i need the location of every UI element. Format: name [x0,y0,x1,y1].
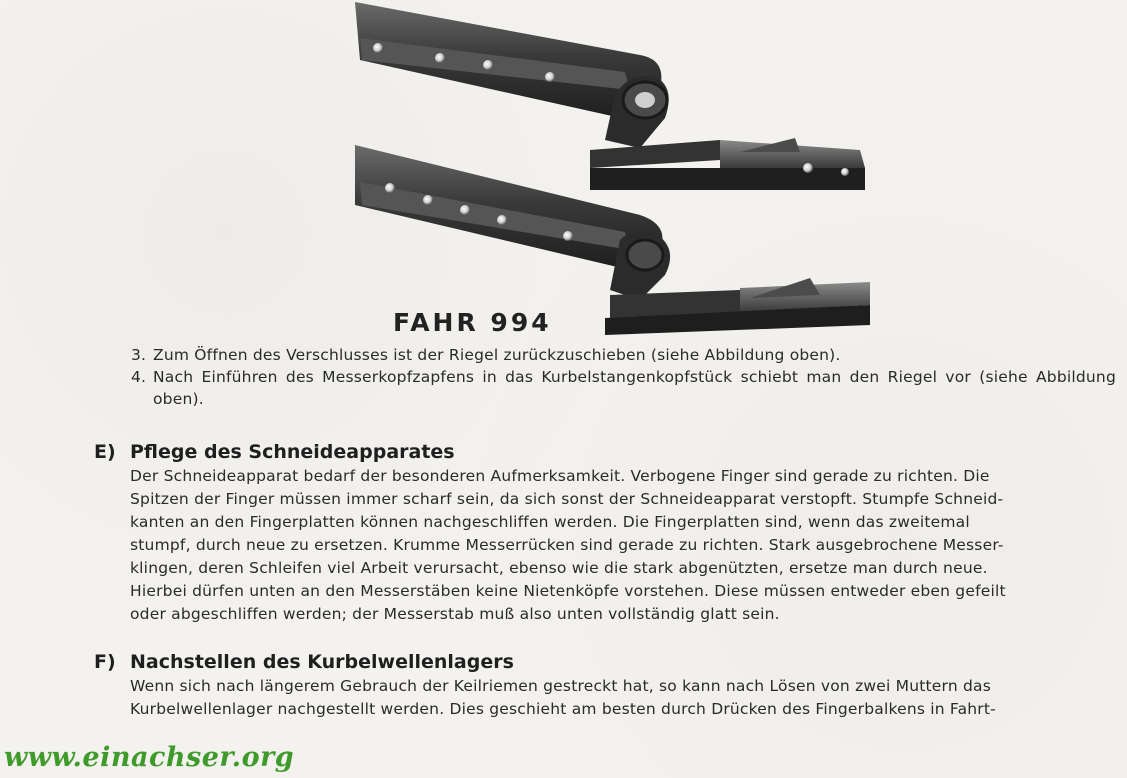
figure-caption: FAHR 994 [393,308,552,337]
section-heading [94,439,1124,465]
instruction-list [131,344,1116,410]
section-title: Pflege des Schneideapparates [130,441,455,463]
knife-coupling-illustration [340,0,880,340]
section-body: Der Schneideapparat bedarf der besonderen Aufmerksamkeit. Verbogene Finger sind gerade zu richten. Die Spitzen der Finger müssen immer scharf sein, da sich sonst der Schneideapparat verstopft. Stumpfe Schneid- kanten an den Fingerplatten können nachgeschliffen werden. Die Fingerplatten sind, wenn das zweitemal stumpf, durch neue zu ersetzen. Krumme Messerrücken sind gerade zu richten. Stark ausgebrochene Messer- klingen, deren Schleifen viel Arbeit verursacht, ebenso wie die stark abgenützten, ersetze man durch neue. Hierbei dürfen unten an den Messerstäben keine Nietenköpfe vorstehen. Diese müssen entweder eben gefeilt oder abgeschliffen werden; der Messerstab muß also unten vollständig glatt sein. [130,467,1006,623]
list-item-number: 4. [131,368,147,386]
list-item [131,344,1116,366]
website-watermark: www.einachser.org [4,742,295,773]
section-heading [94,649,1124,675]
section-body: Wenn sich nach längerem Gebrauch der Keilriemen gestreckt hat, so kann nach Lösen von zwei Muttern das Kurbelwellenlager nachgestellt werden. Dies geschieht am besten durch Drücken des Fingerbalkens in Fahrt- [130,677,996,718]
section-title: Nachstellen des Kurbelwellenlagers [130,651,514,673]
section-e [94,439,1124,626]
section-letter: F) [94,651,116,673]
section-f [94,649,1124,721]
list-item-number: 3. [131,346,147,364]
list-item [131,366,1116,410]
upper-coupling [355,0,880,190]
section-letter: E) [94,441,116,463]
list-item-text: Zum Öffnen des Verschlusses ist der Riegel zurückzuschieben (siehe Abbildung oben). [153,346,841,364]
list-item-text: Nach Einführen des Messerkopfzapfens in das Kurbelstangenkopfstück schiebt man den Riegel vor (siehe Abbildung oben). [153,368,1116,408]
